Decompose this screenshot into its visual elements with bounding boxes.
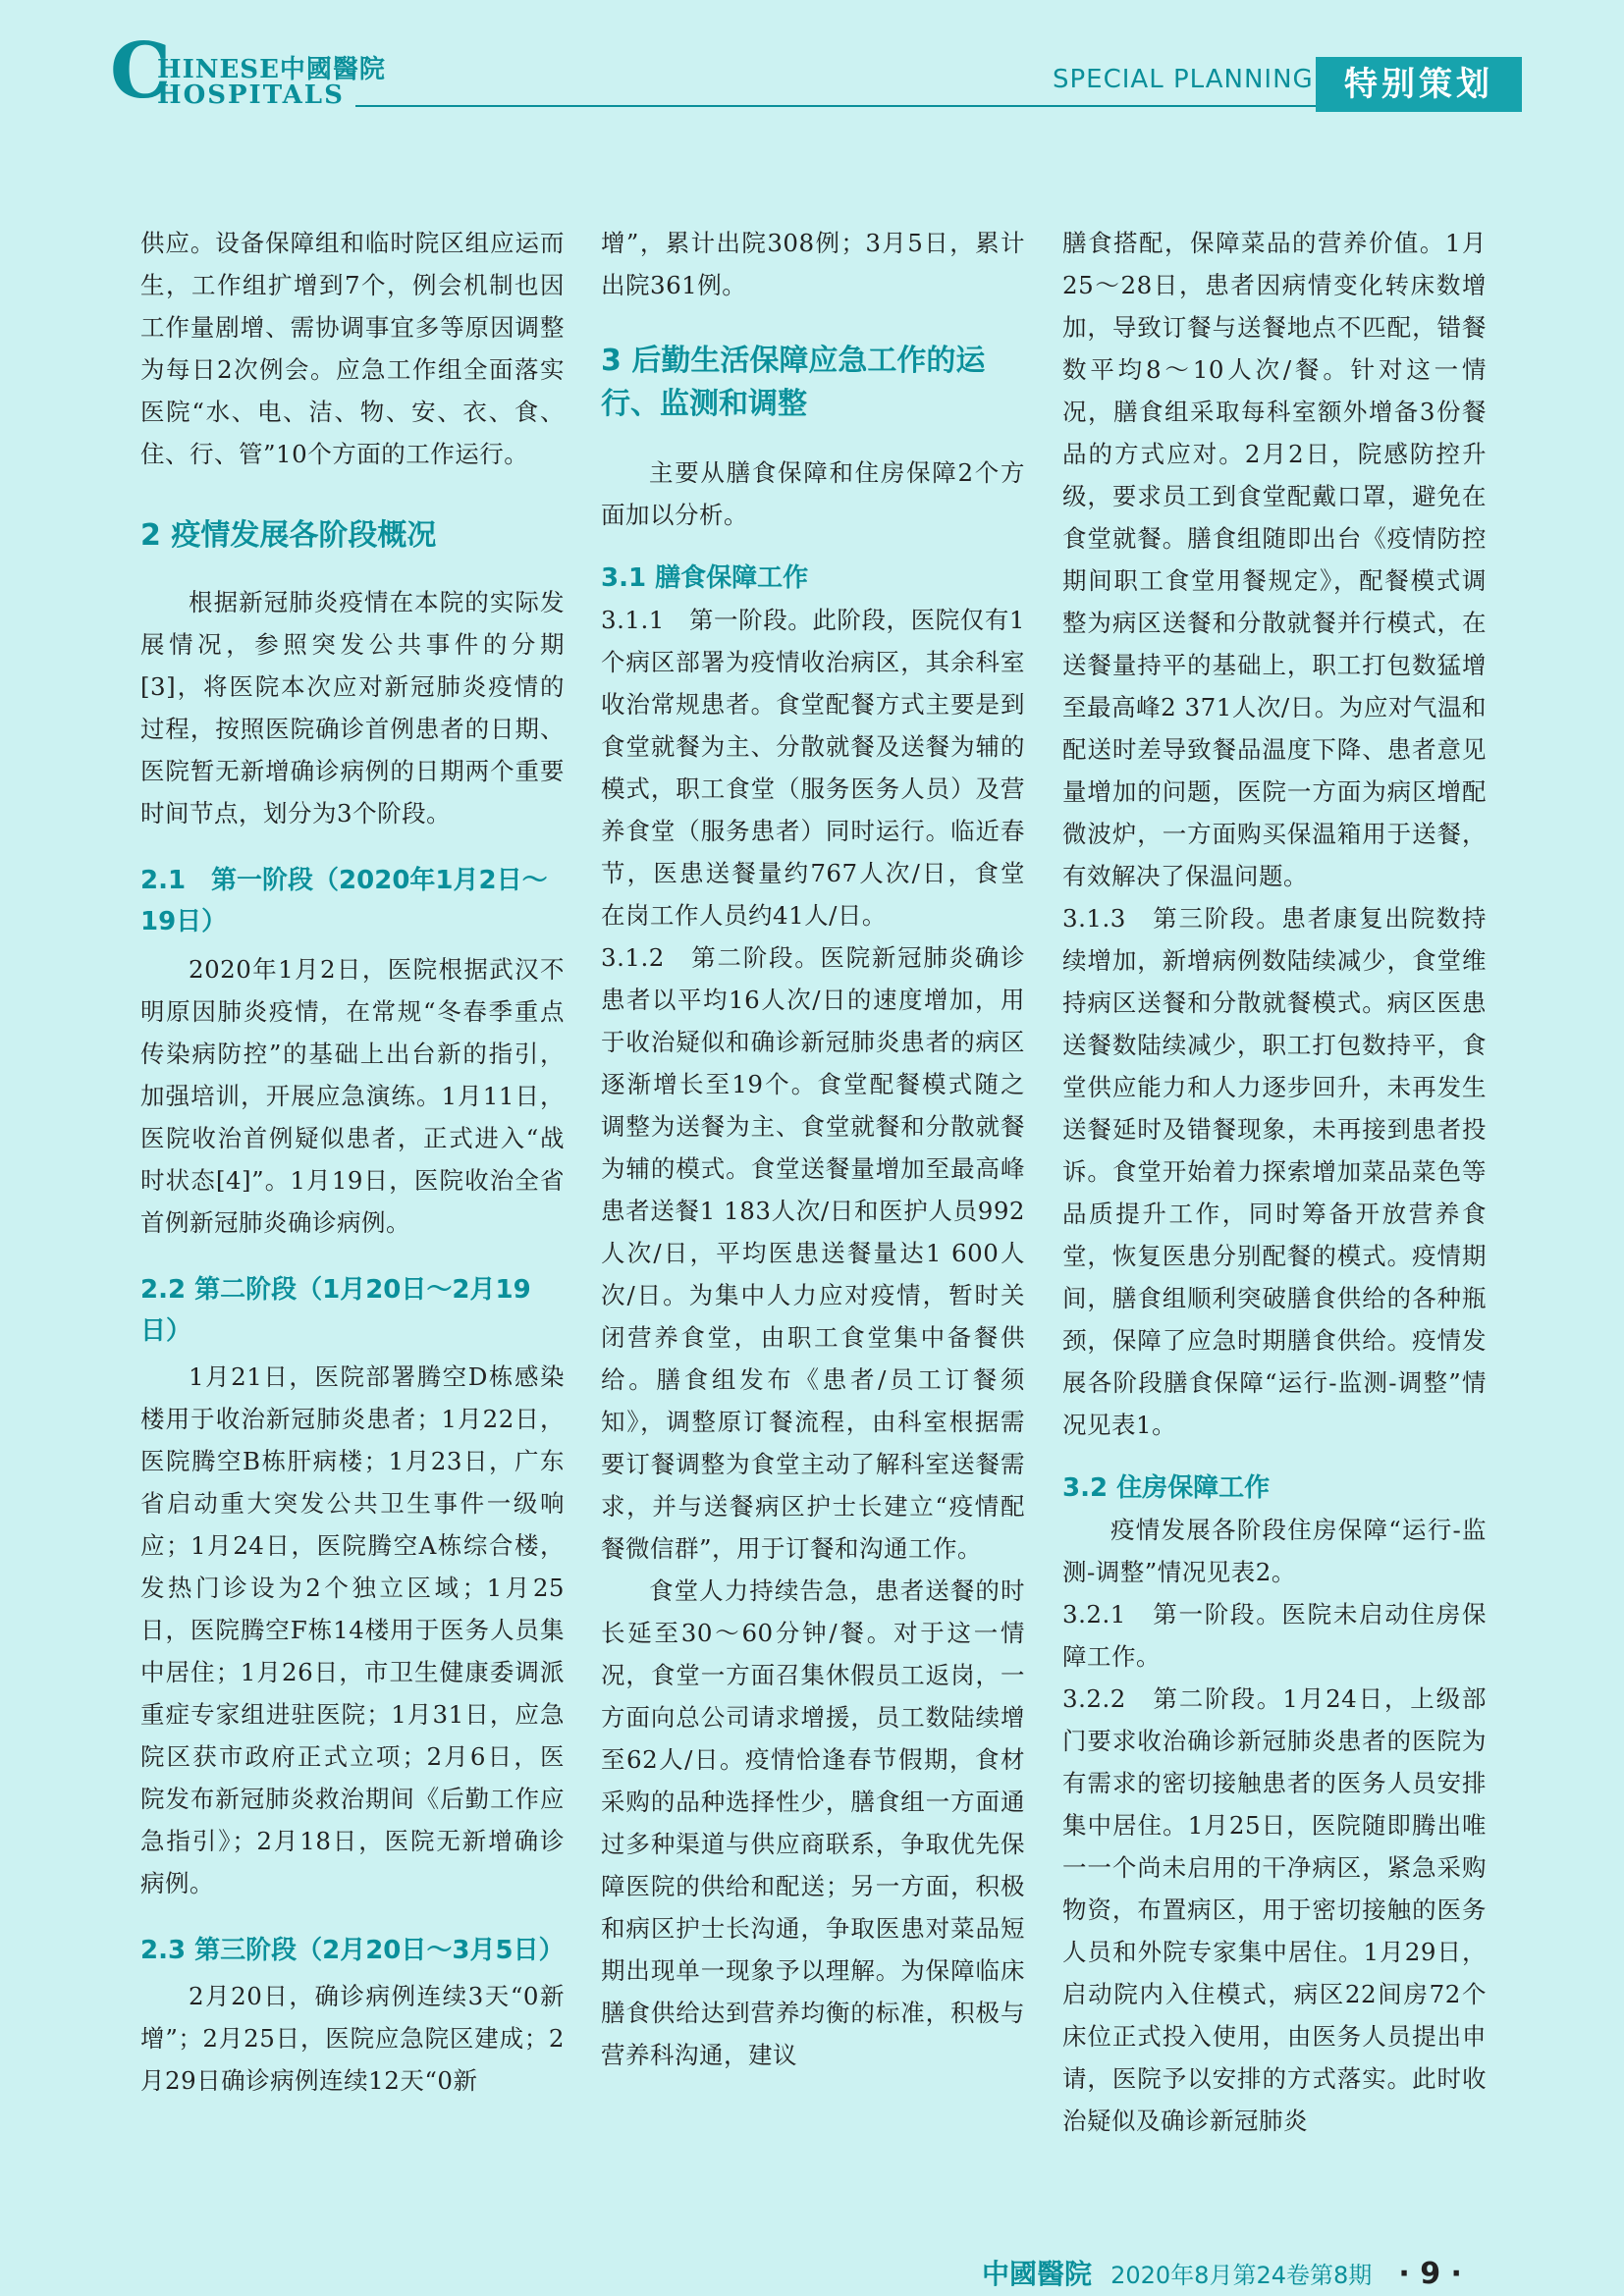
paragraph: 2020年1月2日，医院根据武汉不明原因肺炎疫情，在常规“冬春季重点传染病防控”的基础上出台新的指引，加强培训，开展应急演练。1月11日，医院收治首例疑似患者，正式进入“战时状态[4]”。1月19日，医院收治全省首例新冠肺炎确诊病例。 <box>140 955 565 1237</box>
paragraph: 供应。设备保障组和临时院区组应运而生，工作组扩增到7个，例会机制也因工作量剧增、需协调事宜多等原因调整为每日2次例会。应急工作组全面落实医院“水、电、洁、物、安、衣、食、住、行、管”10个方面的工作运行。 <box>140 229 565 468</box>
paragraph: 增”，累计出院308例；3月5日，累计出院361例。 <box>601 229 1025 299</box>
journal-logo <box>110 27 386 116</box>
column-1 <box>140 222 565 2102</box>
page-header <box>0 0 1624 128</box>
paragraph: 3.2.2 第二阶段。1月24日，上级部门要求收治确诊新冠肺炎患者的医院为有需求的密切接触患者的医务人员安排集中居住。1月25日，医院随即腾出唯一一个尚未启用的干净病区，紧急采购物资，布置病区，用于密切接触的医务人员和外院专家集中居住。1月29日，启动院内入住模式，病区22间房72个床位正式投入使用，由医务人员提出申请，医院予以安排的方式落实。此时收治疑似及确诊新冠肺炎 <box>1062 1684 1487 2135</box>
logo-line2: HOSPITALS <box>157 80 345 110</box>
paragraph: 膳食搭配，保障菜品的营养价值。1月25～28日，患者因病情变化转床数增加，导致订餐与送餐地点不匹配，错餐数平均8～10人次/餐。针对这一情况，膳食组采取每科室额外增备3份餐品的方式应对。2月2日，院感防控升级，要求员工到食堂配戴口罩，避免在食堂就餐。膳食组随即出台《疫情防控期间职工食堂用餐规定》，配餐模式调整为病区送餐和分散就餐并行模式，在送餐量持平的基础上，职工打包数猛增至最高峰2 371人次/日。为应对气温和配送时差导致餐品温度下降、患者意见量增加的问题，医院一方面为病区增配微波炉，一方面购买保温箱用于送餐，有效解决了保温问题。 <box>1062 229 1487 890</box>
paragraph: 主要从膳食保障和住房保障2个方面加以分析。 <box>601 458 1025 529</box>
page-number: · 9 · <box>1398 2257 1462 2291</box>
paragraph: 3.1.2 第二阶段。医院新冠肺炎确诊患者以平均16人次/日的速度增加，用于收治疑似和确诊新冠肺炎患者的病区逐渐增长至19个。食堂配餐模式随之调整为送餐为主、食堂就餐和分散就餐为辅的模式。食堂送餐量增加至最高峰患者送餐1 183人次/日和医护人员992人次/日，平均医患送餐量达1 600人次/日。为集中人力应对疫情，暂时关闭营养食堂，由职工食堂集中备餐供给。膳食组发布《患者/员工订餐须知》，调整原订餐流程，由科室根据需要订餐调整为食堂主动了解科室送餐需求，并与送餐病区护士长建立“疫情配餐微信群”，用于订餐和沟通工作。 <box>601 943 1025 1563</box>
paragraph: 3.1.1 第一阶段。此阶段，医院仅有1个病区部署为疫情收治病区，其余科室收治常规患者。食堂配餐方式主要是到食堂就餐为主、分散就餐及送餐为辅的模式，职工食堂（服务医务人员）及营养食堂（服务患者）同时运行。临近春节，医患送餐量约767人次/日，食堂在岗工作人员约41人/日。 <box>601 606 1025 930</box>
section-heading-3-1: 3.1 膳食保障工作 <box>601 563 809 593</box>
paragraph: 3.1.3 第三阶段。患者康复出院数持续增加，新增病例数陆续减少，食堂维持病区送餐和分散就餐模式。病区医患送餐数陆续减少，职工打包数持平，食堂供应能力和人力逐步回升，未再发生送餐延时及错餐现象，未再接到患者投诉。食堂开始着力探索增加菜品菜色等品质提升工作，同时筹备开放营养食堂，恢复医患分别配餐的模式。疫情期间，膳食组顺利突破膳食供给的各种瓶颈，保障了应急时期膳食供给。疫情发展各阶段膳食保障“运行-监测-调整”情况见表1。 <box>1062 904 1487 1439</box>
paragraph: 3.2.1 第一阶段。医院未启动住房保障工作。 <box>1062 1600 1487 1671</box>
column-2 <box>601 222 1025 2076</box>
page-footer <box>982 2253 1462 2292</box>
paragraph: 疫情发展各阶段住房保障“运行-监测-调整”情况见表2。 <box>1062 1516 1487 1586</box>
paragraph: 根据新冠肺炎疫情在本院的实际发展情况，参照突发公共事件的分期[3]，将医院本次应对新冠肺炎疫情的过程，按照医院确诊首例患者的日期、医院暂无新增确诊病例的日期两个重要时间节点，划分为3个阶段。 <box>140 588 565 828</box>
logo-line1: HINESE中國醫院 <box>157 55 386 84</box>
section-heading-3: 3 后勤生活保障应急工作的运行、监测和调整 <box>601 344 986 421</box>
section-heading-2: 2 疫情发展各阶段概况 <box>140 518 437 553</box>
section-heading-2-3: 2.3 第三阶段（2月20日～3月5日） <box>140 1936 565 1965</box>
footer-brand: 中國醫院 <box>982 2258 1093 2290</box>
section-heading-2-1: 2.1 第一阶段（2020年1月2日～19日） <box>140 866 548 936</box>
header-rule <box>355 105 1316 107</box>
section-heading-2-2: 2.2 第二阶段（1月20日～2月19日） <box>140 1275 531 1346</box>
footer-issue: 2020年8月第24卷第8期 <box>1110 2262 1373 2289</box>
section-tag: 特别策划 <box>1316 57 1522 112</box>
paragraph: 1月21日，医院部署腾空D栋感染楼用于收治新冠肺炎患者；1月22日，医院腾空B栋肝病楼；1月23日，广东省启动重大突发公共卫生事件一级响应；1月24日，医院腾空A栋综合楼，发热门诊设为2个独立区域；1月25日，医院腾空F栋14楼用于医务人员集中居住；1月26日，市卫生健康委调派重症专家组进驻医院；1月31日，应急院区获市政府正式立项；2月6日，医院发布新冠肺炎救治期间《后勤工作应急指引》；2月18日，医院无新增确诊病例。 <box>140 1362 565 1897</box>
section-heading-3-2: 3.2 住房保障工作 <box>1062 1473 1271 1503</box>
logo-letter: C <box>110 27 172 116</box>
section-label: SPECIAL PLANNING <box>1053 65 1314 94</box>
paragraph: 食堂人力持续告急，患者送餐的时长延至30～60分钟/餐。对于这一情况，食堂一方面召集休假员工返岗，一方面向总公司请求增援，员工数陆续增至62人/日。疫情恰逢春节假期，食材采购的品种选择性少，膳食组一方面通过多种渠道与供应商联系，争取优先保障医院的供给和配送；另一方面，积极和病区护士长沟通，争取医患对菜品短期出现单一现象予以理解。为保障临床膳食供给达到营养均衡的标准，积极与营养科沟通，建议 <box>601 1576 1025 2069</box>
column-3 <box>1062 222 1487 2142</box>
paragraph: 2月20日，确诊病例连续3天“0新增”；2月25日，医院应急院区建成；2月29日确诊病例连续12天“0新 <box>140 1982 565 2095</box>
